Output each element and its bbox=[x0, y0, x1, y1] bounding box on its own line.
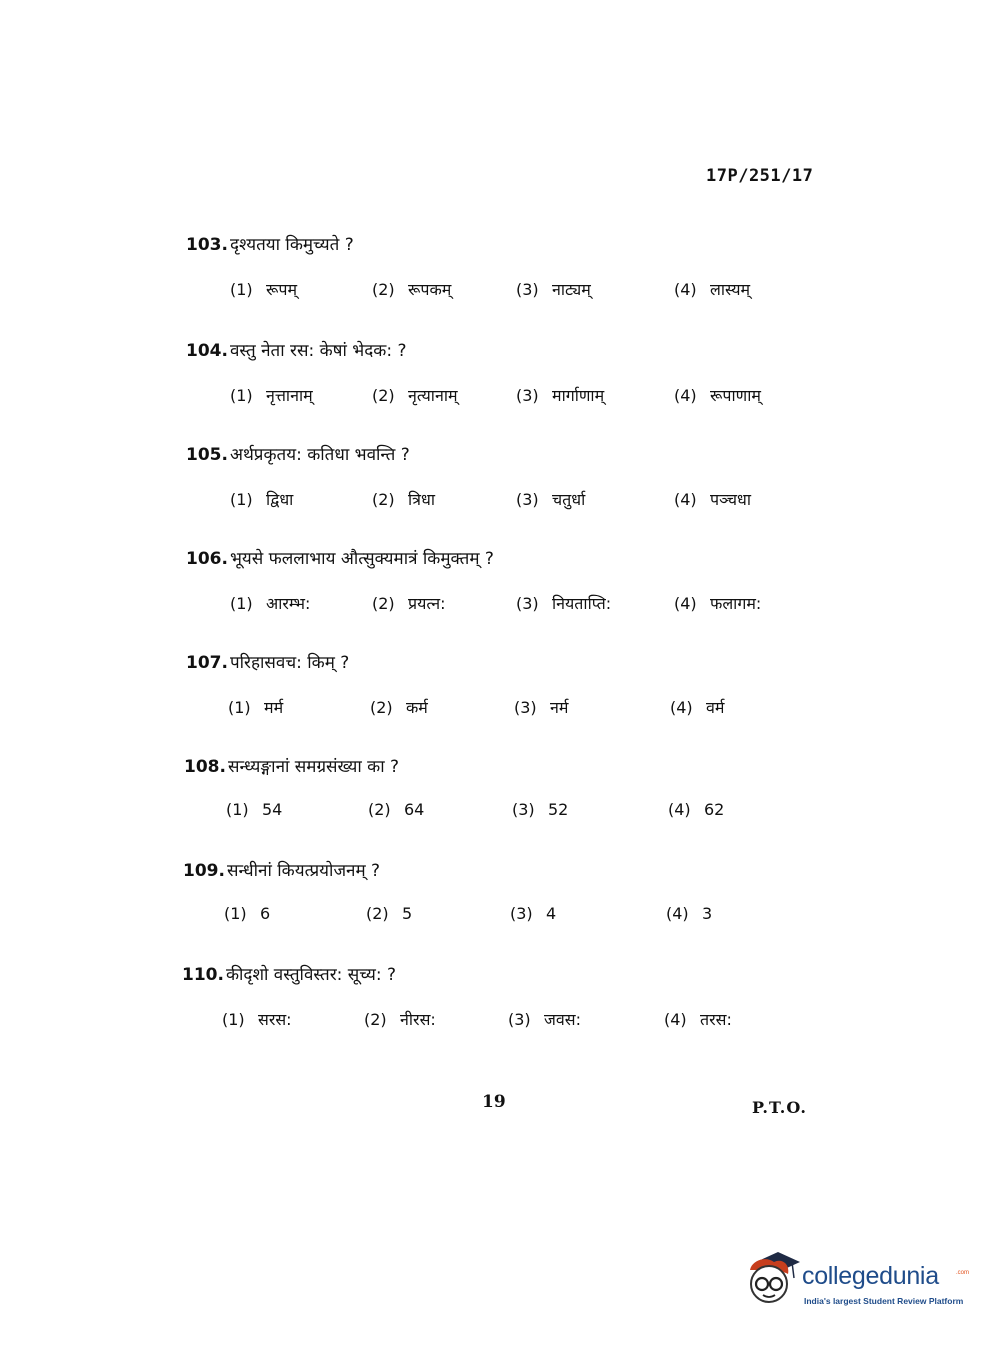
option-text: 6 bbox=[260, 904, 271, 923]
option-text: नृत्तानाम् bbox=[266, 386, 313, 405]
question-number: 109. bbox=[183, 861, 225, 881]
option-4 bbox=[666, 904, 712, 923]
paper-code: 17P/251/17 bbox=[706, 166, 814, 186]
option-text: सरस: bbox=[258, 1010, 292, 1029]
option-number: (1) bbox=[226, 800, 249, 819]
option-number: (2) bbox=[372, 386, 395, 405]
question-stem bbox=[186, 232, 354, 255]
option-text: कर्म bbox=[406, 698, 428, 717]
question-number: 106. bbox=[186, 549, 228, 569]
question-text: सन्धीनां कियत्प्रयोजनम् ? bbox=[226, 861, 381, 881]
option-3 bbox=[514, 696, 568, 718]
question-text: भूयसे फललाभाय औत्सुक्यमात्रं किमुक्तम् ? bbox=[229, 549, 494, 569]
option-number: (1) bbox=[228, 698, 251, 717]
option-1 bbox=[230, 488, 293, 510]
pto-label: P.T.O. bbox=[752, 1098, 807, 1117]
option-number: (3) bbox=[508, 1010, 531, 1029]
option-number: (1) bbox=[224, 904, 247, 923]
question-103 bbox=[0, 232, 1001, 312]
option-number: (3) bbox=[510, 904, 533, 923]
option-2 bbox=[370, 696, 428, 718]
option-number: (4) bbox=[674, 594, 697, 613]
option-3 bbox=[516, 278, 591, 300]
brand-tagline: India's largest Student Review Platform bbox=[804, 1296, 964, 1306]
option-number: (3) bbox=[516, 386, 539, 405]
question-stem bbox=[186, 650, 349, 673]
option-text: जवस: bbox=[544, 1010, 581, 1029]
brand-name: collegedunia bbox=[802, 1262, 939, 1290]
option-number: (3) bbox=[516, 594, 539, 613]
option-number: (2) bbox=[368, 800, 391, 819]
option-text: नीरस: bbox=[400, 1010, 436, 1029]
option-4 bbox=[668, 800, 724, 819]
question-108 bbox=[0, 754, 1001, 834]
option-2 bbox=[372, 278, 451, 300]
option-3 bbox=[516, 384, 604, 406]
option-number: (1) bbox=[230, 386, 253, 405]
question-number: 108. bbox=[184, 757, 226, 777]
option-1 bbox=[230, 278, 297, 300]
question-stem bbox=[186, 546, 494, 569]
option-text: 4 bbox=[546, 904, 557, 923]
option-text: लास्यम् bbox=[710, 280, 751, 299]
option-text: पञ्चधा bbox=[710, 490, 752, 509]
brand-dotcom: .com bbox=[956, 1270, 970, 1276]
option-text: रूपम् bbox=[266, 280, 298, 299]
question-104 bbox=[0, 338, 1001, 418]
page-number: 19 bbox=[482, 1092, 506, 1112]
student-mascot-icon bbox=[742, 1248, 800, 1312]
option-1 bbox=[226, 800, 282, 819]
question-text: सन्ध्यङ्गानां समग्रसंख्या का ? bbox=[227, 757, 400, 777]
option-number: (3) bbox=[512, 800, 535, 819]
option-number: (2) bbox=[366, 904, 389, 923]
question-text: वस्तु नेता रस: केषां भेदक: ? bbox=[229, 341, 407, 361]
option-3 bbox=[512, 800, 568, 819]
option-text: 52 bbox=[548, 800, 569, 819]
option-4 bbox=[674, 488, 751, 510]
option-2 bbox=[366, 904, 412, 923]
option-1 bbox=[222, 1008, 292, 1030]
option-1 bbox=[230, 592, 310, 614]
option-text: आरम्भ: bbox=[266, 594, 311, 613]
question-106 bbox=[0, 546, 1001, 626]
option-text: द्विधा bbox=[266, 490, 294, 509]
option-text: 62 bbox=[704, 800, 725, 819]
question-number: 104. bbox=[186, 341, 228, 361]
option-3 bbox=[516, 488, 585, 510]
option-text: त्रिधा bbox=[408, 490, 435, 509]
option-4 bbox=[674, 384, 761, 406]
option-2 bbox=[368, 800, 424, 819]
option-1 bbox=[230, 384, 313, 406]
question-stem bbox=[184, 754, 399, 777]
option-number: (4) bbox=[674, 280, 697, 299]
option-text: वर्म bbox=[706, 698, 725, 717]
question-stem bbox=[182, 962, 396, 985]
option-number: (1) bbox=[222, 1010, 245, 1029]
question-stem bbox=[186, 442, 410, 465]
option-number: (2) bbox=[372, 280, 395, 299]
option-2 bbox=[372, 384, 458, 406]
option-number: (2) bbox=[372, 594, 395, 613]
option-number: (1) bbox=[230, 594, 253, 613]
option-text: 5 bbox=[402, 904, 413, 923]
option-text: तरस: bbox=[700, 1010, 732, 1029]
question-text: दृश्यतया किमुच्यते ? bbox=[229, 235, 354, 255]
option-2 bbox=[372, 488, 435, 510]
option-text: प्रयत्न: bbox=[408, 594, 446, 613]
option-4 bbox=[674, 592, 761, 614]
option-number: (1) bbox=[230, 280, 253, 299]
question-107 bbox=[0, 650, 1001, 730]
option-text: 54 bbox=[262, 800, 283, 819]
option-number: (4) bbox=[674, 490, 697, 509]
option-text: मार्गाणाम् bbox=[552, 386, 605, 405]
option-number: (3) bbox=[516, 280, 539, 299]
option-text: रूपकम् bbox=[408, 280, 452, 299]
option-text: नाट्यम् bbox=[552, 280, 591, 299]
option-3 bbox=[508, 1008, 581, 1030]
option-text: नियताप्ति: bbox=[552, 594, 612, 613]
question-text: अर्थप्रकृतय: कतिधा भवन्ति ? bbox=[229, 445, 410, 465]
option-1 bbox=[228, 696, 283, 718]
option-4 bbox=[670, 696, 724, 718]
option-2 bbox=[364, 1008, 436, 1030]
question-number: 110. bbox=[182, 965, 224, 985]
option-4 bbox=[674, 278, 750, 300]
question-stem bbox=[183, 858, 380, 881]
question-105 bbox=[0, 442, 1001, 522]
question-text: परिहासवच: किम् ? bbox=[229, 653, 350, 673]
option-text: नर्म bbox=[550, 698, 569, 717]
option-text: मर्म bbox=[264, 698, 284, 717]
option-1 bbox=[224, 904, 270, 923]
option-3 bbox=[516, 592, 611, 614]
question-110 bbox=[0, 962, 1001, 1042]
option-number: (2) bbox=[370, 698, 393, 717]
option-2 bbox=[372, 592, 446, 614]
option-text: रूपाणाम् bbox=[710, 386, 761, 405]
option-number: (4) bbox=[664, 1010, 687, 1029]
question-number: 103. bbox=[186, 235, 228, 255]
option-number: (2) bbox=[364, 1010, 387, 1029]
option-number: (2) bbox=[372, 490, 395, 509]
option-number: (4) bbox=[668, 800, 691, 819]
option-3 bbox=[510, 904, 556, 923]
option-number: (3) bbox=[516, 490, 539, 509]
question-number: 105. bbox=[186, 445, 228, 465]
option-number: (4) bbox=[670, 698, 693, 717]
question-text: कीदृशो वस्तुविस्तर: सूच्य: ? bbox=[225, 965, 397, 985]
question-109 bbox=[0, 858, 1001, 938]
question-stem bbox=[186, 338, 407, 361]
option-text: 3 bbox=[702, 904, 713, 923]
option-text: फलागम: bbox=[710, 594, 762, 613]
option-text: नृत्यानाम् bbox=[408, 386, 458, 405]
collegedunia-logo bbox=[742, 1248, 972, 1318]
question-number: 107. bbox=[186, 653, 228, 673]
option-number: (4) bbox=[674, 386, 697, 405]
option-number: (4) bbox=[666, 904, 689, 923]
option-text: 64 bbox=[404, 800, 425, 819]
option-text: चतुर्धा bbox=[552, 490, 586, 509]
option-number: (1) bbox=[230, 490, 253, 509]
option-number: (3) bbox=[514, 698, 537, 717]
option-4 bbox=[664, 1008, 732, 1030]
